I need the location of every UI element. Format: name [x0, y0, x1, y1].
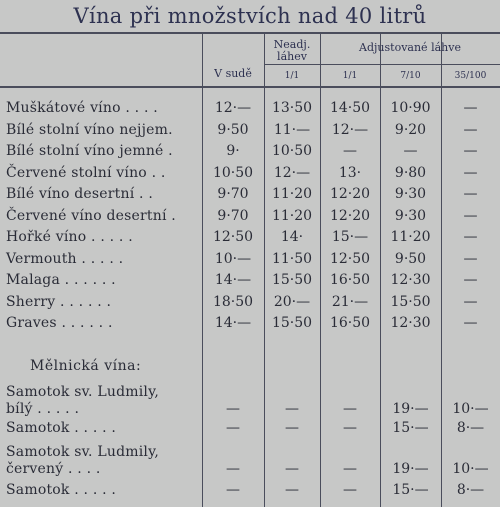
price-cell: 13·50	[271, 100, 313, 116]
price-cell: —	[463, 121, 478, 138]
price-cell: 15·50	[390, 293, 431, 310]
price-cell: —	[463, 186, 478, 202]
price-cell: —	[403, 143, 418, 159]
price-cell: —	[343, 143, 357, 159]
price-cell: 14·—	[214, 315, 252, 331]
melnik-wine-name-cont: červený . . . .	[6, 461, 101, 477]
price-cell: 14·	[280, 229, 304, 245]
wine-name: Bílé stolní víno jemné .	[6, 143, 173, 159]
header-v-sude: V sudě	[214, 67, 252, 80]
wine-name: Malaga . . . . . .	[6, 272, 116, 288]
price-cell: 9·30	[394, 207, 427, 224]
wine-name: Červené stolní víno . .	[6, 164, 166, 181]
price-cell: 18·50	[212, 293, 254, 310]
price-cell: —	[463, 164, 478, 181]
price-cell: 9·30	[394, 186, 427, 202]
price-cell: 9·50	[217, 121, 249, 138]
price-cell: 12·—	[214, 100, 252, 116]
wine-name: Bílé stolní víno nejjem.	[6, 121, 173, 138]
top-rule	[0, 32, 500, 34]
price-cell: 16·50	[329, 315, 371, 331]
melnik-wine-name: Samotok sv. Ludmily,	[6, 444, 159, 460]
price-cell: —	[343, 401, 357, 417]
price-cell: —	[285, 420, 299, 436]
wine-name: Hořké víno . . . . .	[6, 229, 133, 245]
sub-header-rule	[264, 64, 500, 65]
price-cell: —	[343, 420, 357, 436]
price-cell: —	[285, 461, 299, 477]
price-cell: 15·—	[331, 229, 369, 245]
price-cell: 12·20	[329, 207, 371, 224]
price-cell: 8·—	[456, 420, 485, 436]
price-cell: 13·	[338, 164, 362, 181]
melnik-wine-name: Samotok . . . . .	[6, 482, 117, 498]
section-title: Mělnická vína:	[30, 358, 142, 374]
price-cell: —	[463, 143, 478, 159]
price-cell: —	[463, 250, 478, 267]
price-cell: —	[226, 461, 240, 477]
price-cell: —	[285, 482, 299, 498]
price-cell: 16·50	[329, 272, 371, 288]
wine-name: Vermouth . . . . .	[6, 250, 124, 267]
header-adj-1-1: 1/1	[342, 71, 358, 81]
price-cell: —	[463, 100, 478, 116]
price-cell: 10·—	[452, 461, 489, 477]
price-cell: 12·30	[390, 315, 431, 331]
price-cell: 19·—	[392, 401, 429, 417]
price-cell: 15·—	[392, 420, 429, 436]
price-cell: 8·—	[456, 482, 485, 498]
wine-name: Muškátové víno . . . .	[6, 100, 158, 116]
price-cell: 12·20	[329, 186, 371, 202]
price-cell: 10·90	[390, 100, 431, 116]
price-cell: 9·70	[217, 207, 249, 224]
page-title: Vína při množstvích nad 40 litrů	[73, 4, 427, 28]
price-cell: 12·—	[331, 121, 369, 138]
price-cell: —	[463, 272, 478, 288]
price-cell: —	[343, 482, 357, 498]
price-cell: 9·20	[394, 121, 427, 138]
price-cell: 12·50	[329, 250, 371, 267]
melnik-wine-name: Samotok . . . . .	[6, 420, 117, 436]
price-cell: 19·—	[392, 461, 429, 477]
price-cell: 9·80	[394, 164, 427, 181]
melnik-wine-name-cont: bílý . . . . .	[6, 401, 80, 417]
price-cell: 10·50	[212, 164, 254, 181]
wine-name: Sherry . . . . . .	[6, 293, 112, 310]
wine-name: Graves . . . . . .	[6, 315, 113, 331]
melnik-wine-name: Samotok sv. Ludmily,	[6, 384, 159, 400]
header-adj-35-100: 35/100	[454, 71, 487, 81]
header-neadj-sub: 1/1	[284, 71, 300, 81]
price-cell: 10·50	[271, 143, 313, 159]
price-cell: 14·—	[214, 272, 252, 288]
price-cell: 21·—	[331, 293, 369, 310]
price-cell: 14·50	[329, 100, 371, 116]
price-cell: —	[226, 420, 240, 436]
price-cell: —	[226, 482, 240, 498]
price-cell: 9·50	[394, 250, 427, 267]
price-cell: —	[463, 293, 478, 310]
price-cell: —	[463, 229, 478, 245]
price-cell: 12·30	[390, 272, 431, 288]
header-rule	[0, 86, 500, 88]
price-cell: 11·—	[273, 121, 311, 138]
price-cell: 12·50	[212, 229, 254, 245]
price-cell: 15·50	[271, 272, 313, 288]
price-cell: 15·—	[392, 482, 429, 498]
header-adj-7-10: 7/10	[400, 71, 421, 81]
price-cell: 11·50	[271, 250, 313, 267]
price-cell: —	[463, 207, 478, 224]
wine-name: Bílé víno desertní . .	[6, 186, 153, 202]
price-cell: —	[343, 461, 357, 477]
price-cell: 10·—	[452, 401, 489, 417]
price-cell: —	[226, 401, 240, 417]
price-cell: 11·20	[390, 229, 431, 245]
price-cell: 10·—	[214, 250, 252, 267]
price-cell: —	[463, 315, 478, 331]
price-cell: 11·20	[271, 186, 313, 202]
header-neadj: Neadj. láhev	[273, 38, 311, 63]
price-cell: 15·50	[271, 315, 313, 331]
price-cell: 12·—	[273, 164, 311, 181]
header-adjustovane: Adjustované láhve	[359, 41, 461, 54]
price-cell: 9·	[226, 143, 240, 159]
price-cell: —	[285, 401, 299, 417]
price-cell: 11·20	[271, 207, 313, 224]
price-cell: 20·—	[273, 293, 311, 310]
price-cell: 9·70	[217, 186, 249, 202]
wine-name: Červené víno desertní .	[6, 207, 176, 224]
